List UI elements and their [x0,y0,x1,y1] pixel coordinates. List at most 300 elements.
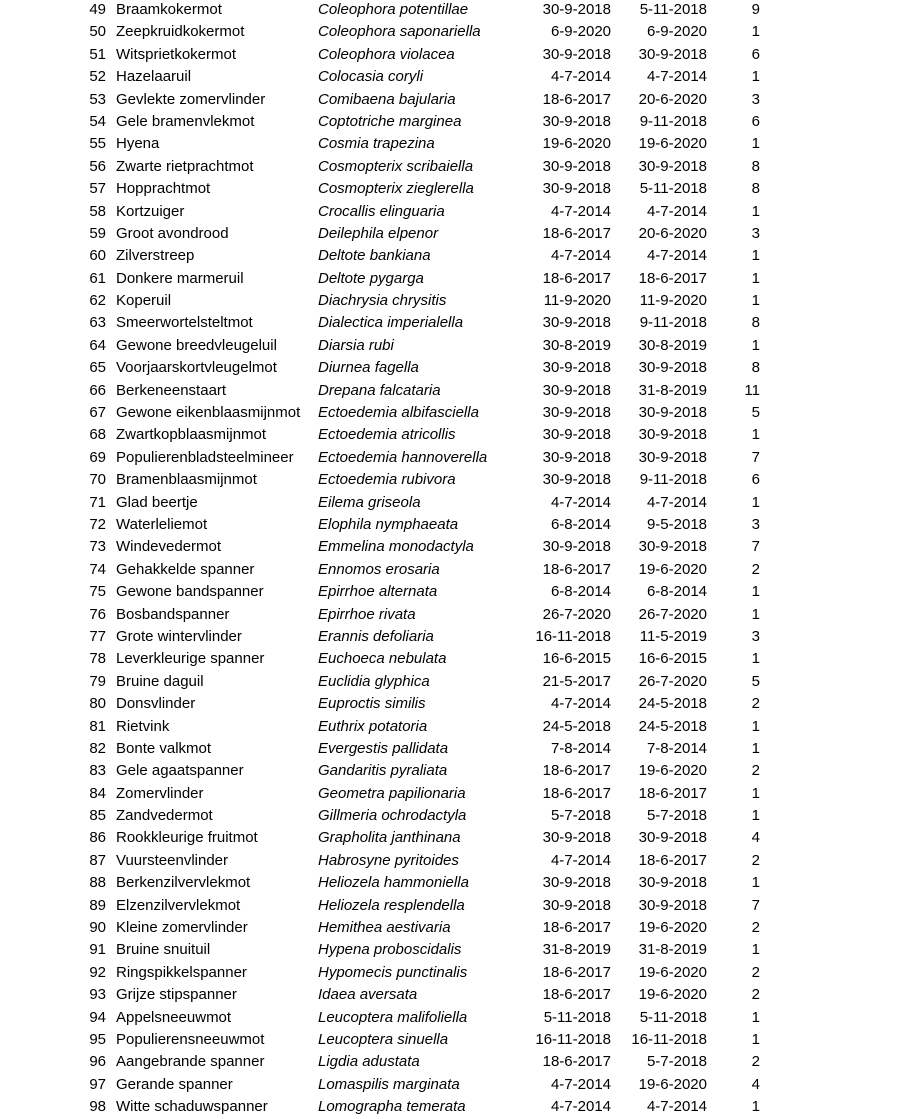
row-number: 58 [89,202,106,220]
last-date: 4-7-2014 [646,202,707,220]
observation-count: 2 [751,762,760,780]
last-date: 19-6-2020 [638,135,707,153]
row-number: 96 [89,1053,106,1071]
table-row [0,469,910,491]
latin-name: Cosmopterix zieglerella [318,180,474,198]
latin-name: Leucoptera malifoliella [318,1008,468,1026]
observation-count: 1 [751,1008,760,1026]
latin-name: Colocasia coryli [318,68,424,86]
first-date: 30-9-2018 [542,448,611,466]
last-date: 5-11-2018 [639,1008,707,1026]
table-row [0,805,910,827]
last-date: 26-7-2020 [638,672,707,690]
observation-count: 4 [751,1075,760,1093]
observation-count: 1 [751,717,760,735]
first-date: 18-6-2017 [542,560,611,578]
first-date: 18-6-2017 [542,1053,611,1071]
table-row [0,760,910,782]
latin-name: Coleophora saponariella [318,23,481,41]
last-date: 9-11-2018 [639,112,707,130]
table-row [0,402,910,424]
observation-count: 6 [751,112,760,130]
dutch-name: Bruine snuituil [116,941,211,959]
first-date: 4-7-2014 [550,1075,611,1093]
last-date: 30-9-2018 [638,538,707,556]
last-date: 6-9-2020 [646,23,707,41]
first-date: 31-8-2019 [542,941,611,959]
observation-count: 7 [751,896,760,914]
dutch-name: Zilverstreep [116,247,195,265]
observation-count: 5 [751,672,760,690]
row-number: 55 [89,135,106,153]
dutch-name: Gerande spanner [116,1075,233,1093]
table-row [0,917,910,939]
table-row [0,626,910,648]
table-row [0,738,910,760]
observation-count: 1 [751,739,760,757]
last-date: 31-8-2019 [638,381,707,399]
first-date: 6-9-2020 [550,23,611,41]
dutch-name: Hyena [116,135,160,153]
observation-count: 1 [751,269,760,287]
row-number: 84 [89,784,106,802]
last-date: 4-7-2014 [646,493,707,511]
row-number: 82 [89,739,106,757]
dutch-name: Gehakkelde spanner [116,560,255,578]
table-row [0,424,910,446]
table-row [0,133,910,155]
latin-name: Diachrysia chrysitis [318,292,447,310]
last-date: 19-6-2020 [638,1075,707,1093]
row-number: 70 [89,471,106,489]
row-number: 62 [89,292,106,310]
latin-name: Elophila nymphaeata [318,515,459,533]
first-date: 30-9-2018 [542,314,611,332]
last-date: 26-7-2020 [638,605,707,623]
latin-name: Drepana falcataria [318,381,441,399]
latin-name: Euproctis similis [318,695,426,713]
observation-count: 5 [751,404,760,422]
latin-name: Eilema griseola [318,493,421,511]
last-date: 30-9-2018 [638,896,707,914]
first-date: 30-9-2018 [542,112,611,130]
latin-name: Epirrhoe alternata [318,583,438,601]
table-row [0,783,910,805]
observation-count: 3 [751,224,760,242]
table-row [0,984,910,1006]
table-row [0,89,910,111]
latin-name: Gandaritis pyraliata [318,762,448,780]
table-row [0,872,910,894]
observation-count: 1 [751,874,760,892]
observation-count: 8 [751,314,760,332]
dutch-name: Zwarte rietprachtmot [116,157,254,175]
last-date: 20-6-2020 [638,90,707,108]
row-number: 61 [89,269,106,287]
table-row [0,895,910,917]
last-date: 7-8-2014 [646,739,707,757]
observation-count: 7 [751,538,760,556]
first-date: 30-9-2018 [542,157,611,175]
latin-name: Euclidia glyphica [318,672,430,690]
latin-name: Euthrix potatoria [318,717,428,735]
latin-name: Hypomecis punctinalis [318,963,468,981]
dutch-name: Populierenbladsteelmineer [116,448,294,466]
observation-count: 1 [751,605,760,623]
table-row [0,268,910,290]
observation-count: 1 [751,247,760,265]
row-number: 71 [89,493,106,511]
latin-name: Deltote bankiana [318,247,431,265]
last-date: 9-11-2018 [639,471,707,489]
dutch-name: Appelsneeuwmot [116,1008,232,1026]
first-date: 4-7-2014 [550,68,611,86]
latin-name: Lomaspilis marginata [318,1075,460,1093]
table-row [0,44,910,66]
last-date: 30-9-2018 [638,404,707,422]
first-date: 18-6-2017 [542,269,611,287]
latin-name: Geometra papilionaria [318,784,466,802]
observation-count: 1 [751,807,760,825]
row-number: 59 [89,224,106,242]
table-row [0,693,910,715]
latin-name: Ectoedemia atricollis [318,426,456,444]
row-number: 57 [89,180,106,198]
observation-count: 2 [751,986,760,1004]
first-date: 6-8-2014 [550,515,611,533]
row-number: 53 [89,90,106,108]
row-number: 97 [89,1075,106,1093]
table-row [0,201,910,223]
latin-name: Grapholita janthinana [318,829,461,847]
dutch-name: Elzenzilvervlekmot [116,896,241,914]
dutch-name: Grijze stipspanner [116,986,237,1004]
dutch-name: Ringspikkelspanner [116,963,247,981]
observation-count: 7 [751,448,760,466]
latin-name: Comibaena bajularia [318,90,456,108]
first-date: 18-6-2017 [542,90,611,108]
first-date: 30-9-2018 [542,874,611,892]
table-row [0,850,910,872]
latin-name: Cosmopterix scribaiella [318,157,474,175]
last-date: 18-6-2017 [638,784,707,802]
latin-name: Leucoptera sinuella [318,1030,449,1048]
first-date: 16-11-2018 [535,627,611,645]
observation-count: 1 [751,1098,760,1116]
dutch-name: Witte schaduwspanner [116,1098,268,1116]
last-date: 16-6-2015 [638,650,707,668]
observation-count: 3 [751,627,760,645]
observation-count: 1 [751,292,760,310]
dutch-name: Bruine daguil [116,672,204,690]
observation-count: 2 [751,963,760,981]
first-date: 24-5-2018 [542,717,611,735]
dutch-name: Zomervlinder [116,784,204,802]
dutch-name: Zandvedermot [116,807,213,825]
dutch-name: Berkeneenstaart [116,381,227,399]
row-number: 94 [89,1008,106,1026]
row-number: 81 [89,717,106,735]
first-date: 21-5-2017 [542,672,611,690]
latin-name: Ectoedemia hannoverella [318,448,488,466]
dutch-name: Kleine zomervlinder [116,919,248,937]
observation-count: 9 [751,1,760,18]
dutch-name: Bramenblaasmijnmot [116,471,257,489]
latin-name: Ectoedemia rubivora [318,471,456,489]
table-row [0,1007,910,1029]
dutch-name: Gewone bandspanner [116,583,264,601]
dutch-name: Donsvlinder [116,695,196,713]
row-number: 93 [89,986,106,1004]
dutch-name: Donkere marmeruil [116,269,244,287]
first-date: 30-8-2019 [542,336,611,354]
table-row [0,335,910,357]
row-number: 56 [89,157,106,175]
last-date: 4-7-2014 [646,68,707,86]
first-date: 18-6-2017 [542,963,611,981]
dutch-name: Leverkleurige spanner [116,650,265,668]
latin-name: Crocallis elinguaria [318,202,445,220]
table-row [0,1051,910,1073]
table-row [0,536,910,558]
row-number: 66 [89,381,106,399]
last-date: 30-9-2018 [638,829,707,847]
last-date: 11-5-2019 [639,627,707,645]
dutch-name: Windevedermot [116,538,222,556]
row-number: 63 [89,314,106,332]
last-date: 18-6-2017 [638,851,707,869]
row-number: 90 [89,919,106,937]
first-date: 30-9-2018 [542,1,611,18]
latin-name: Deilephila elpenor [318,224,439,242]
latin-name: Deltote pygarga [318,269,424,287]
dutch-name: Gele agaatspanner [116,762,244,780]
observation-count: 6 [751,45,760,63]
first-date: 18-6-2017 [542,762,611,780]
last-date: 30-9-2018 [638,157,707,175]
first-date: 30-9-2018 [542,404,611,422]
first-date: 30-9-2018 [542,45,611,63]
latin-name: Evergestis pallidata [318,739,449,757]
table-row [0,1074,910,1096]
row-number: 54 [89,112,106,130]
last-date: 18-6-2017 [638,269,707,287]
last-date: 5-11-2018 [639,180,707,198]
dutch-name: Bonte valkmot [116,739,212,757]
row-number: 80 [89,695,106,713]
last-date: 6-8-2014 [646,583,707,601]
dutch-name: Rietvink [116,717,170,735]
last-date: 5-7-2018 [646,807,707,825]
table-row [0,156,910,178]
first-date: 4-7-2014 [550,247,611,265]
table-row [0,827,910,849]
table-row [0,581,910,603]
row-number: 49 [89,1,106,18]
table-row [0,492,910,514]
dutch-name: Vuursteenvlinder [116,851,229,869]
last-date: 16-11-2018 [631,1030,707,1048]
observation-count: 1 [751,202,760,220]
table-row [0,178,910,200]
observation-count: 1 [751,23,760,41]
first-date: 6-8-2014 [550,583,611,601]
first-date: 26-7-2020 [542,605,611,623]
last-date: 19-6-2020 [638,963,707,981]
row-number: 72 [89,515,106,533]
observation-count: 2 [751,560,760,578]
latin-name: Coleophora violacea [318,45,455,63]
latin-name: Ectoedemia albifasciella [318,404,479,422]
dutch-name: Voorjaarskortvleugelmot [116,359,277,377]
row-number: 95 [89,1030,106,1048]
table-row [0,716,910,738]
last-date: 11-9-2020 [639,292,707,310]
last-date: 19-6-2020 [638,560,707,578]
last-date: 4-7-2014 [646,1098,707,1116]
row-number: 52 [89,68,106,86]
table-row [0,312,910,334]
row-number: 98 [89,1098,106,1116]
first-date: 16-6-2015 [542,650,611,668]
latin-name: Heliozela hammoniella [318,874,469,892]
dutch-name: Braamkokermot [116,1,222,18]
table-row [0,21,910,43]
observation-count: 1 [751,941,760,959]
table-row [0,1029,910,1051]
table-row [0,357,910,379]
table-row [0,0,910,21]
observation-count: 2 [751,919,760,937]
dutch-name: Hopprachtmot [116,180,211,198]
dutch-name: Kortzuiger [116,202,185,220]
dutch-name: Rookkleurige fruitmot [116,829,258,847]
dutch-name: Grote wintervlinder [116,627,242,645]
observation-count: 1 [751,583,760,601]
table-row [0,66,910,88]
last-date: 4-7-2014 [646,247,707,265]
dutch-name: Gewone eikenblaasmijnmot [116,404,301,422]
observation-count: 1 [751,336,760,354]
first-date: 4-7-2014 [550,851,611,869]
last-date: 30-9-2018 [638,359,707,377]
table-row [0,514,910,536]
first-date: 18-6-2017 [542,224,611,242]
row-number: 67 [89,404,106,422]
observation-count: 1 [751,426,760,444]
last-date: 30-9-2018 [638,45,707,63]
last-date: 5-11-2018 [639,1,707,18]
row-number: 65 [89,359,106,377]
latin-name: Diarsia rubi [318,336,394,354]
row-number: 50 [89,23,106,41]
table-row [0,380,910,402]
row-number: 92 [89,963,106,981]
last-date: 31-8-2019 [638,941,707,959]
dutch-name: Populierensneeuwmot [116,1030,265,1048]
latin-name: Hypena proboscidalis [318,941,462,959]
latin-name: Hemithea aestivaria [318,919,451,937]
last-date: 5-7-2018 [646,1053,707,1071]
dutch-name: Hazelaaruil [116,68,192,86]
row-number: 88 [89,874,106,892]
first-date: 30-9-2018 [542,471,611,489]
last-date: 30-9-2018 [638,448,707,466]
table-row [0,604,910,626]
dutch-name: Waterleliemot [116,515,208,533]
observation-count: 8 [751,359,760,377]
first-date: 16-11-2018 [535,1030,611,1048]
latin-name: Heliozela resplendella [318,896,465,914]
table-row [0,1096,910,1118]
table-row [0,962,910,984]
observation-count: 1 [751,650,760,668]
observation-count: 3 [751,90,760,108]
last-date: 9-5-2018 [646,515,707,533]
first-date: 5-11-2018 [543,1008,611,1026]
latin-name: Cosmia trapezina [318,135,435,153]
first-date: 30-9-2018 [542,896,611,914]
latin-name: Coleophora potentillae [318,1,469,18]
first-date: 4-7-2014 [550,695,611,713]
dutch-name: Gevlekte zomervlinder [116,90,266,108]
row-number: 87 [89,851,106,869]
table-row [0,245,910,267]
first-date: 18-6-2017 [542,919,611,937]
latin-name: Habrosyne pyritoides [318,851,459,869]
row-number: 83 [89,762,106,780]
dutch-name: Berkenzilvervlekmot [116,874,251,892]
observation-count: 8 [751,180,760,198]
row-number: 68 [89,426,106,444]
observation-count: 6 [751,471,760,489]
last-date: 20-6-2020 [638,224,707,242]
table-row [0,111,910,133]
first-date: 19-6-2020 [542,135,611,153]
first-date: 5-7-2018 [550,807,611,825]
first-date: 30-9-2018 [542,829,611,847]
observation-count: 1 [751,784,760,802]
last-date: 30-9-2018 [638,874,707,892]
row-number: 76 [89,605,106,623]
last-date: 19-6-2020 [638,919,707,937]
dutch-name: Aangebrande spanner [116,1053,265,1071]
table-row [0,447,910,469]
first-date: 11-9-2020 [543,292,611,310]
observation-count: 1 [751,493,760,511]
last-date: 19-6-2020 [638,986,707,1004]
latin-name: Emmelina monodactyla [318,538,474,556]
dutch-name: Gele bramenvlekmot [116,112,255,130]
row-number: 73 [89,538,106,556]
observation-count: 1 [751,68,760,86]
first-date: 18-6-2017 [542,986,611,1004]
observation-count: 1 [751,1030,760,1048]
dutch-name: Zwartkopblaasmijnmot [116,426,267,444]
first-date: 4-7-2014 [550,493,611,511]
first-date: 18-6-2017 [542,784,611,802]
first-date: 30-9-2018 [542,426,611,444]
latin-name: Idaea aversata [318,986,418,1004]
observation-count: 4 [751,829,760,847]
dutch-name: Bosbandspanner [116,605,230,623]
last-date: 9-11-2018 [639,314,707,332]
row-number: 75 [89,583,106,601]
table-row [0,648,910,670]
table-row [0,671,910,693]
first-date: 4-7-2014 [550,202,611,220]
latin-name: Euchoeca nebulata [318,650,447,668]
